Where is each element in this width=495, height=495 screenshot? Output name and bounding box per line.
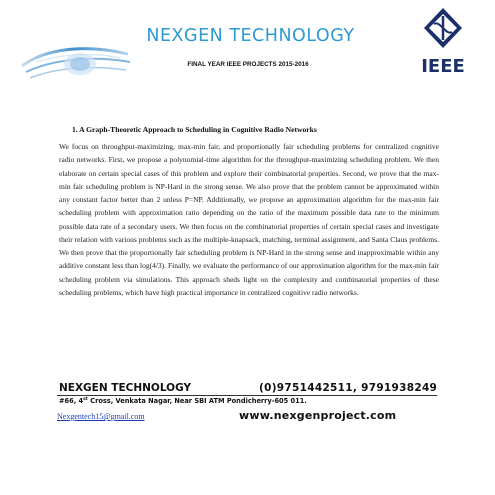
globe-swirl-logo-icon <box>16 36 136 86</box>
address-prefix: #66, 4 <box>59 397 84 406</box>
address-ordinal: st <box>83 397 88 402</box>
paper-abstract: We focus on throughput-maximizing, max-min fair, and proportionally fair scheduling problems for centralized cognitive radio networks. First, we propose a polynomial-time algorithm for the throughput-maximizing scheduling problem. We then elaborate on certain special cases of this problem and explore their combinatorial properties. Second, we prove that the max-min fair scheduling problem is NP-Hard in the strong sense. We also prove that the problem cannot be approximated within any constant factor better than 2 unless P=NP. Additionally, we propose an approximation algorithm for the max-min fair scheduling problem with approximation ratio depending on the ratio of the maximum possible data rate to the minimum possible data rate of a secondary users. We then focus on the combinatorial properties of certain special cases and investigate their relation with various problems such as the multiple-knapsack, matching, terminal assignment, and Santa Claus problems. We then prove that the proportionally fair scheduling problem is NP-Hard in the strong sense and inapproximable within any additive constant less than log(4/3). Finally, we evaluate the performance of our approximation algorithm for the max-min fair scheduling problem via simulations. This approach sheds light on the complexity and combinatorial properties of these scheduling problems, which have high practical importance in centralized cognitive radio networks. <box>59 142 439 297</box>
footer-address <box>59 397 307 405</box>
ieee-logo-icon <box>404 6 482 76</box>
footer-divider <box>57 395 437 396</box>
footer-website[interactable]: www.nexgenproject.com <box>239 409 397 422</box>
projects-subtitle: FINAL YEAR IEEE PROJECTS 2015-2016 <box>187 61 309 68</box>
footer-brand: NEXGEN TECHNOLOGY <box>59 382 192 394</box>
address-rest: Cross, Venkata Nagar, Near SBI ATM Pondicherry-605 011. <box>87 397 307 406</box>
footer-phone-numbers: (0)9751442511, 9791938249 <box>259 382 438 394</box>
brand-title: NEXGEN TECHNOLOGY <box>146 26 355 46</box>
ieee-logo-text: IEEE <box>421 56 465 76</box>
paper-title: 1. A Graph-Theoretic Approach to Scheduling in Cognitive Radio Networks <box>72 125 317 134</box>
footer-email-link[interactable]: Nexgentech15@gmail.com <box>57 412 145 421</box>
